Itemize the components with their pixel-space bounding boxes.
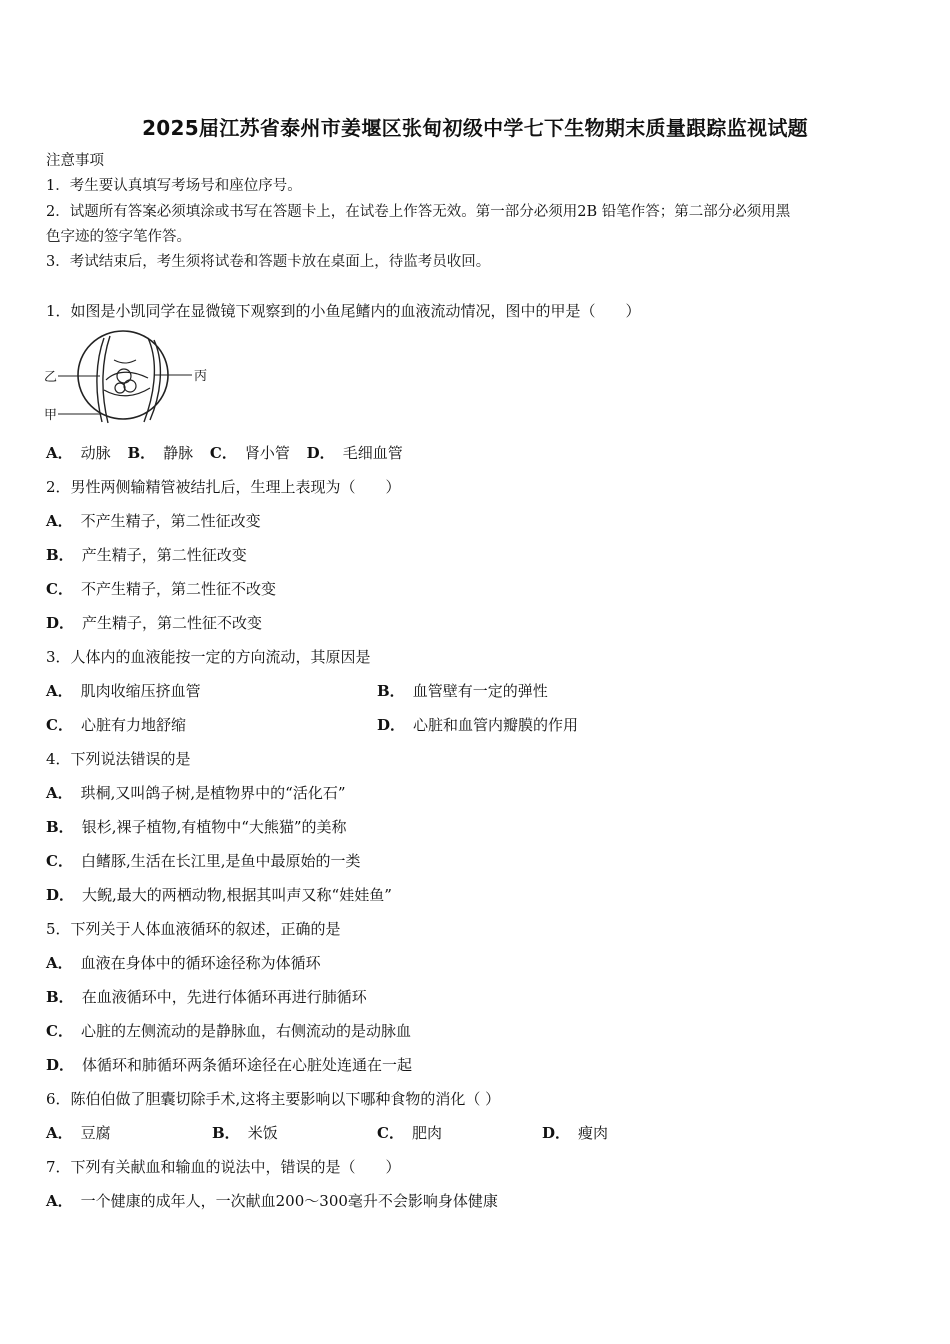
question-5-option-c[interactable]: C． 心脏的左侧流动的是静脉血，右侧流动的是动脉血	[46, 1022, 411, 1040]
question-2-option-b[interactable]: B． 产生精子，第二性征改变	[46, 546, 247, 564]
question-2-option-d[interactable]: D． 产生精子，第二性征不改变	[46, 614, 263, 632]
question-6-option-a[interactable]: A． 豆腐	[46, 1124, 111, 1142]
page-title: 2025届江苏省泰州市姜堰区张甸初级中学七下生物期末质量跟踪监视试题	[142, 116, 808, 140]
figure-label-yi: 乙	[44, 370, 58, 385]
question-1-stem: 1．如图是小凯同学在显微镜下观察到的小鱼尾鳍内的血液流动情况，图中的甲是（ ）	[46, 302, 641, 320]
figure-label-jia: 甲	[44, 408, 58, 423]
notice-item-2-cont: 色字迹的签字笔作答。	[46, 229, 191, 245]
question-3-option-b[interactable]: B． 血管壁有一定的弹性	[377, 682, 548, 700]
question-6-option-d[interactable]: D． 瘦肉	[542, 1124, 609, 1142]
option-a[interactable]: A． 动脉	[46, 444, 111, 462]
figure-label-bing: 丙	[194, 369, 208, 384]
question-3-option-d[interactable]: D． 心脏和血管内瓣膜的作用	[377, 716, 579, 734]
question-2-stem: 2．男性两侧输精管被结扎后，生理上表现为（ ）	[46, 478, 401, 496]
question-3-option-a[interactable]: A． 肌肉收缩压挤血管	[46, 682, 201, 700]
question-5-option-b[interactable]: B． 在血液循环中，先进行体循环再进行肺循环	[46, 988, 367, 1006]
question-5-option-d[interactable]: D． 体循环和肺循环两条循环途径在心脏处连通在一起	[46, 1056, 413, 1074]
question-4-option-a[interactable]: A． 珙桐,又叫鸽子树,是植物界中的“活化石”	[46, 784, 346, 802]
notice-item-3: 3．考试结束后，考生须将试卷和答题卡放在桌面上，待监考员收回。	[46, 254, 491, 270]
question-2-option-a[interactable]: A． 不产生精子，第二性征改变	[46, 512, 261, 530]
question-2-option-c[interactable]: C． 不产生精子，第二性征不改变	[46, 580, 276, 598]
notice-heading: 注意事项	[46, 153, 104, 169]
notice-item-1: 1．考生要认真填写考场号和座位序号。	[46, 178, 302, 194]
question-3-option-c[interactable]: C． 心脏有力地舒缩	[46, 716, 186, 734]
question-4-stem: 4．下列说法错误的是	[46, 750, 191, 768]
question-6-stem: 6．陈伯伯做了胆囊切除手术,这将主要影响以下哪种食物的消化（ ）	[46, 1090, 501, 1108]
option-c[interactable]: C． 肾小管	[209, 444, 290, 462]
question-5-option-a[interactable]: A． 血液在身体中的循环途径称为体循环	[46, 954, 321, 972]
option-b[interactable]: B． 静脉	[127, 444, 194, 462]
question-7-option-a[interactable]: A． 一个健康的成年人，一次献血200～300毫升不会影响身体健康	[46, 1192, 498, 1210]
question-6-option-b[interactable]: B． 米饭	[212, 1124, 278, 1142]
question-4-option-d[interactable]: D． 大鲵,最大的两栖动物,根据其叫声又称“娃娃鱼”	[46, 886, 392, 904]
question-6-option-c[interactable]: C． 肥肉	[377, 1124, 442, 1142]
question-4-option-c[interactable]: C． 白鳍豚,生活在长江里,是鱼中最原始的一类	[46, 852, 361, 870]
question-3-stem: 3．人体内的血液能按一定的方向流动，其原因是	[46, 648, 371, 666]
question-7-stem: 7．下列有关献血和输血的说法中，错误的是（ ）	[46, 1158, 401, 1176]
question-1-options	[46, 443, 403, 463]
fish-tail-blood-flow-figure	[44, 330, 214, 430]
question-5-stem: 5．下列关于人体血液循环的叙述，正确的是	[46, 920, 341, 938]
option-d[interactable]: D． 毛细血管	[306, 444, 403, 462]
question-4-option-b[interactable]: B． 银杉,裸子植物,有植物中“大熊猫”的美称	[46, 818, 347, 836]
notice-item-2: 2．试题所有答案必须填涂或书写在答题卡上，在试卷上作答无效。第一部分必须用2B 铅笔作答；第二部分必须用黑	[46, 204, 791, 220]
